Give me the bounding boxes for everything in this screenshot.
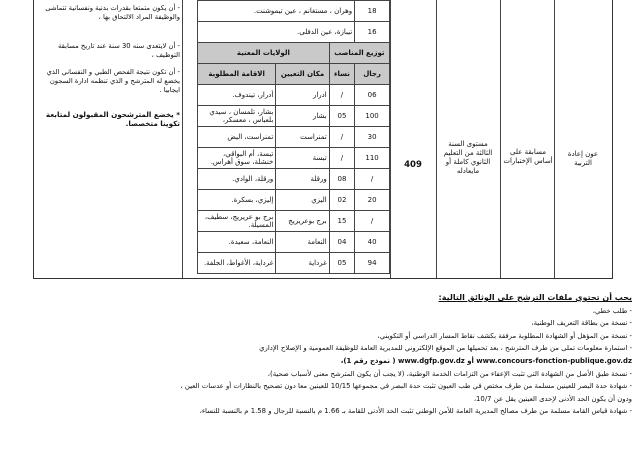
table-row bbox=[198, 22, 390, 43]
condition-medical: - أن تكون نتيجة الفحص الطبي و النفساني الذي يخضع له المترشح و الذي تنظمه ادارة السجون ايجابيا . bbox=[46, 68, 180, 94]
table-row: / 08 ورقلة ورقلة، الوادي. bbox=[198, 169, 390, 190]
table-row: / 15 برج بوعريريج برج بو عريريج، سطيف، المسيلة. bbox=[198, 211, 390, 232]
list-item: - نسخة طبق الأصل من الشهادة التي تثبت الإعفاء من التزامات الخدمة الوطنية، (لا يجب أن يكون المترشح معنى لأسباب صحية)، bbox=[267, 369, 632, 378]
list-item: - شهادة قياس القامة مسلمة من طرف مصالح المديرية العامة للأمن الوطني تثبت الحد الأدنى للقامة بـ 1.66 م بالنسبة للرجال و 1.58 م بالنسبة للنساء، bbox=[199, 407, 632, 416]
header-location: مكان التعيين bbox=[276, 64, 329, 85]
cell-places: تيبازة، عين الدفلى. bbox=[198, 22, 355, 43]
table-row: 20 02 اليزي إليزي، بسكرة. bbox=[198, 190, 390, 211]
table-row: 40 04 النعامة النعامة، سعيدة. bbox=[198, 232, 390, 253]
required-documents bbox=[32, 292, 632, 418]
list-item: - استمارة معلومات تملى من طرف المترشح ، بعد تحميلها من الموقع الإلكتروني للمديرية العامة للوظيفة العمومية و الإصلاح الإداري bbox=[259, 344, 632, 353]
table-row: 94 05 غرداية غرداية، الأغواط، الجلفة. bbox=[198, 253, 390, 274]
header-women: نساء bbox=[329, 64, 354, 85]
list-item: ودون أن يكون الحد الأدنى لإحدى العينين يقل عن 10/7، bbox=[473, 394, 632, 403]
total-positions: 409 bbox=[404, 160, 422, 170]
list-item: - طلب خطي، bbox=[592, 306, 632, 315]
condition-physical: - أن يكون متمتعا بقدرات بدنية ونفسانية تتماشى والوظيفة المراد الالتحاق بها ، bbox=[45, 4, 180, 21]
table-row: 100 05 بشار بشار، تلمسان ، سيدي بلعباس ، معسكر، bbox=[198, 106, 390, 127]
list-item: - نسخة من بطاقة التعريف الوطنية، bbox=[531, 319, 632, 328]
table-divider bbox=[182, 0, 183, 278]
table-divider bbox=[554, 0, 555, 278]
documents-title: يجب أن تحتوي ملفات الترشح على الوثائق التالية: bbox=[438, 293, 632, 302]
table-row: 06 / ادرار أدرار، تيندوف. bbox=[198, 85, 390, 106]
table-row: 30 / تمنراست تمنراست، اليض bbox=[198, 127, 390, 148]
recruitment-mode: مسابقة على أساس الإختبارات bbox=[503, 148, 553, 165]
table-divider bbox=[500, 0, 501, 278]
condition-age: - أن لايتعدى سنه 30 سنة عند تاريخ مسابقة التوظيف ، bbox=[58, 42, 180, 59]
cell-places: وهران ، مستغانم ، عين تيموشنت. bbox=[198, 1, 355, 22]
header-men: رجال bbox=[355, 64, 390, 85]
cell-men: 18 bbox=[355, 1, 390, 22]
condition-training: * يخضع المترشحون المقبولون لمتابعة تكوينا متخصصا. bbox=[45, 110, 180, 128]
table-divider bbox=[390, 0, 391, 278]
table-divider bbox=[436, 0, 437, 278]
cell-men: 16 bbox=[355, 22, 390, 43]
regions-table bbox=[197, 0, 390, 274]
list-item: - شهادة حدة البصر للعينين مسلمة من طرف مختص في طب العيون تثبت حدة البصر في مجموعها 10/15 للعينين معا دون تصحيح بالنظارات أو عدسات العين ، bbox=[180, 382, 632, 391]
table-row: 110 / تبسة تبسة، أم البواقي، خنشلة، سوق أهراس. bbox=[198, 148, 390, 169]
job-grade: عون إعادة التربية bbox=[567, 150, 599, 167]
list-item-websites: www.concours-fonction-publique.gov.dz أو www.dgfp.gov.dz ( نموذج رقم 1)، bbox=[340, 356, 632, 365]
header-distribution: توزيع المناصب bbox=[329, 43, 389, 64]
header-residence: الاقامة المطلوبة bbox=[198, 64, 276, 85]
education-level: مستوى السنة الثالثة من التعليم الثانوي كاملة أو مايعادله bbox=[443, 140, 493, 175]
header-states: الولايات المعنية bbox=[198, 43, 330, 64]
table-row bbox=[198, 1, 390, 22]
list-item: - نسخة من المؤهل أو الشهادة المطلوبة مرفقة بكشف نقاط المسار الدراسي أو التكويني، bbox=[377, 331, 632, 340]
